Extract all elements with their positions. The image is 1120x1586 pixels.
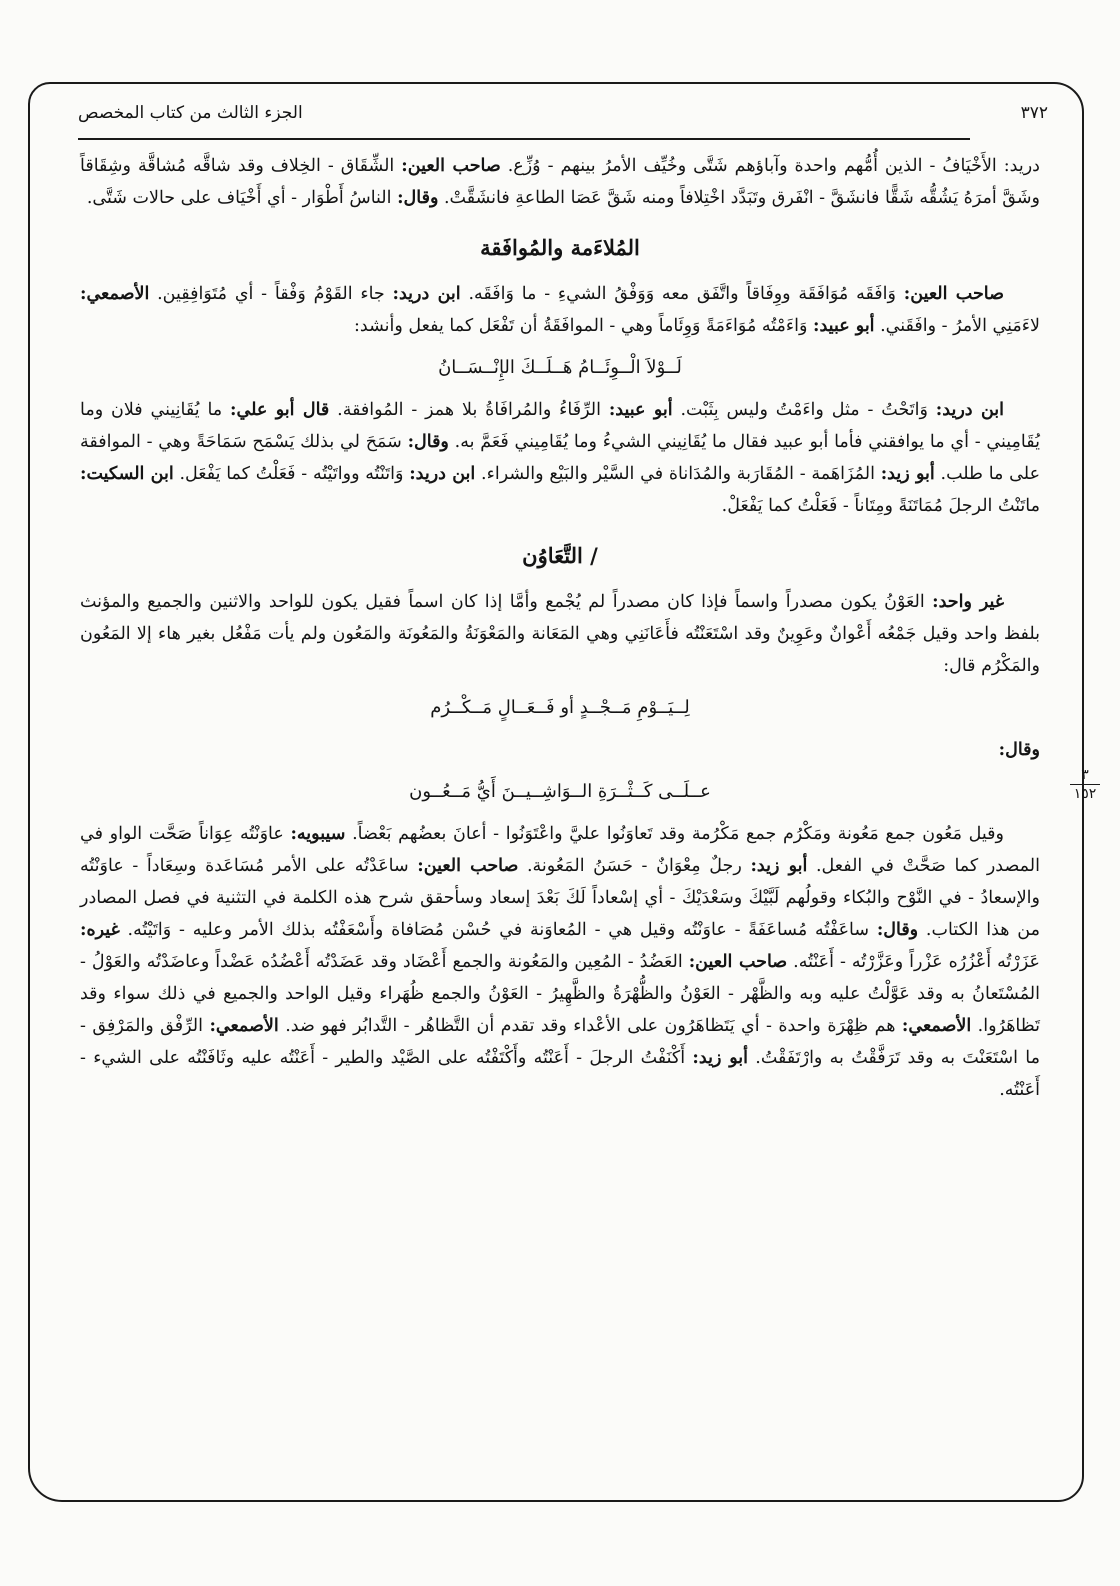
section-heading-2: / التَّعَاوُن [522,543,598,568]
text-run: دريد: الأَخْيَافُ - الذين أُمُّهم واحدة وآباؤهم شَتَّى وخُيِّف الأمرُ بينهم - وُزِّع. [500,156,1040,176]
text-run: وَاتَنْتُه وواتَيْتُه - فَعَلْتُ كما يَفْعَل. [173,464,410,484]
text-run: الرِّفَاءُ والمُرافَاةُ بلا همز - المُوافقة. [329,400,609,420]
authority-name: أبو زيد: [750,856,808,876]
text-run: العَضُدُ - المُعِين والمَعُونة والجمع أَعْضَاد وقد عَضَدْتُه أَعْضُدُه عَضْداً وعاضَدْتُه والعَوْلُ - المُسْتَعانُ به وقد عَوَّلْتُ عليه وبه والظَّهْر - العَوْنُ والظُّهْرَةُ والظَّهِيرُ - العَوْنُ والجمع ظُهَراء وقيل الواحد والجميع في ذلك سواء وقد تَظاهَرُوا. [80,952,1040,1036]
verse-1: لَــوْلاَ الْــوِئَــامُ هَــلَــكَ الإِنْــسَــانُ [438,357,682,378]
margin-ref-top: ٣ [1070,768,1100,785]
header-rule [78,138,970,140]
text-run: ساعَدْتُه على الأمر مُسَاعَدة وسِعَاداً - عاوَنْتُه والإسعادُ - في النَّوْح والبُكاء وقولُهم لَبَّيْكَ وسَعْدَيْكَ - أي إسْعاداً لَكَ بَعْدَ إسعاد وسأحقق شرح هذه الكلمة في التثنية في فصل المصادر من هذا الكتاب. [80,856,1040,940]
text-run: جاء القَوْمُ وَفْقاً - أي مُتَوَافِقِين. [149,284,393,304]
authority-name: وقال: [876,920,919,940]
text-run: وَاءَمْتُه مُوَاءَمَةً وَوِئَاماً وهي - الموافَقَةُ أن تَفْعَل كما يفعل وأنشد: [353,316,814,336]
paragraph-2 [80,278,1040,342]
authority-name: الأصمعي: [80,284,150,304]
text-run: عاوَنْتُه عِوَاناً صَحَّت الواو في المصدر كما صَحَّتْ في الفعل. [80,824,1040,876]
margin-reference [1070,768,1100,801]
text-run: سَمَحَ لي بذلك يَسْمَح سَمَاحَةً وهي - الموافقة على ما طلب. [80,432,1041,484]
paragraph-5 [80,818,1040,1106]
text-run: لاءَمَنِي الأمرُ - وافَقَني. [874,316,1040,336]
book-title: الجزء الثالث من كتاب المخصص [78,103,303,123]
authority-name: سيبويه: [290,824,346,844]
text-run: ماتَنْتُ الرجلَ مُمَاتَنَةً ومِتَاناً - فَعَلْتُ كما يَفْعَلْ. [721,496,1040,516]
text-run: ساعَفْتُه مُساعَفَةً - عاوَنْتُه وقيل هي - المُعاوَنة في حُسْن مُصَافاة وأَسْعَفْتُه بذلك الأمر وعليه - وَاتَيْتُه. [119,920,877,940]
authority-name: قال أبو علي: [230,400,330,420]
authority-name: أبو زيد: [880,464,935,484]
text-run: ما يُقَانِيني فلان وما يُقَامِيني - أي ما يوافقني فأما أبو عبيد فقال ما يُقَانِيني الشيءُ وما يُقَامِيني فَعَمَّ به. [80,400,1040,452]
text-run: رجلٌ مِعْوَانٌ - حَسَنُ المَعُونة. [518,856,751,876]
text-run: عَزَرْتُه أَعْزُرُه عَزْراً وعَزَّرْتُه - أَعَنْتُه. [787,952,1040,972]
text-run: الشِّقَاق - الخِلاف وقد شاقَّه مُشاقَّة وشِقَاقاً وشَقَّ أمرَهُ يَشُقُّه شَقًّا فانشَقَّ - انْفَرق وتَبَدَّد اخْتِلافاً ومنه شَقَّ عَصَا الطاعةِ فانشَقَّتْ. [80,156,1040,208]
authority-name: وقال: [998,740,1040,760]
text-run: وَاتَحْتُ - مثل واءَمْتُ وليس بِثَبْت. [672,400,936,420]
authority-name: أبو عبيد: [813,316,875,336]
text-run: هم ظِهْرَة واحدة - أي يَتَظاهَرُون على الأعْداء وقد تقدم أن التَّظاهُر - التَّدابُر فهو ضد. [278,1016,902,1036]
verse-2: لِــيَــوْمِ مَــجْــدٍ أو فَــعَــالٍ مَــكْــرُم [430,697,690,718]
authority-name: غير واحد: [932,592,1004,612]
verse-3: عــلَــى كَــثْــرَةِ الــوَاشِــيــنَ أَيُّ مَــعُــون [409,781,711,802]
authority-name: ابن دريد: [392,284,461,304]
authority-name: الأصمعي: [901,1016,972,1036]
authority-name: أبو عبيد: [608,400,673,420]
page-body [80,150,1040,1106]
running-head [78,92,1048,134]
authority-name: غيره: [80,920,120,940]
paragraph-3 [80,394,1040,522]
authority-name: صاحب العين: [688,952,788,972]
authority-name: صاحب العين: [401,156,501,176]
authority-name: ابن دريد: [935,400,1004,420]
text-run: المُزَاهَمة - المُقَارَبة والمُدَاناة في السَّيْر والبَيْع والشراء. [475,464,881,484]
authority-name: وقال: [407,432,449,452]
authority-name: أبو زيد: [692,1048,748,1068]
authority-name: الأصمعي: [209,1016,279,1036]
paragraph-wa-qala [80,734,1040,766]
text-run: الناسُ أَطْوَار - أي أَخْيَاف على حالات شَتَّى. [86,188,398,208]
margin-ref-bottom: ١٥٢ [1073,786,1097,802]
authority-name: صاحب العين: [417,856,519,876]
paragraph-1 [80,150,1040,214]
section-heading-1: المُلاءَمة والمُوافَقة [480,235,640,260]
text-run: أَكْنَفْتُ الرجلَ - أَعَنْتُه وأَكْتَفْتُه على الصَّيْد والطير - أَعَنْتُه عليه وثَافَنْتُه على الشيء - أَعَنْتُه. [80,1048,1040,1100]
text-run: وَافَقَه مُوَافَقَة ووِفَاقاً واتَّفَق معه وَوَفْقُ الشيءِ - ما وَافَقَه. [460,284,904,304]
authority-name: ابن السكيت: [80,464,174,484]
text-run: وقيل مَعُون جمع مَعُونة ومَكْرُم جمع مَكْرُمة وقد تَعاوَنُوا عليَّ واعْتَوَنُوا - أعانَ بعضُهم بَعْضاً. [345,824,1004,844]
text-run: الرِّفْق والمَرْفِق - ما اسْتَعَنْتَ به وقد تَرَفَّقْتُ به وارْتَفَقْتُ. [80,1016,1040,1068]
authority-name: ابن دريد: [409,464,476,484]
authority-name: وقال: [397,188,439,208]
page-number: ٣٧٢ [1020,103,1048,123]
text-run: العَوْنُ يكون مصدراً واسماً فإذا كان مصدراً لم يُجْمع وأمَّا إذا كان اسماً فقيل يكون للواحد والاثنين والجميع والمؤنث بلفظ واحد وقيل جَمْعُه أَعْوانٌ وعَوِينٌ وقد اسْتَعَنْتُه فأَعَانَنِي وهي المَعَانة والمَعْوَنَةُ والمَعُونَة والمَعُون ولم يأت مَفْعُل بغير هاء إلا المَعُون والمَكْرُم قال: [80,592,1040,676]
paragraph-4 [80,586,1040,682]
authority-name: صاحب العين: [903,284,1004,304]
